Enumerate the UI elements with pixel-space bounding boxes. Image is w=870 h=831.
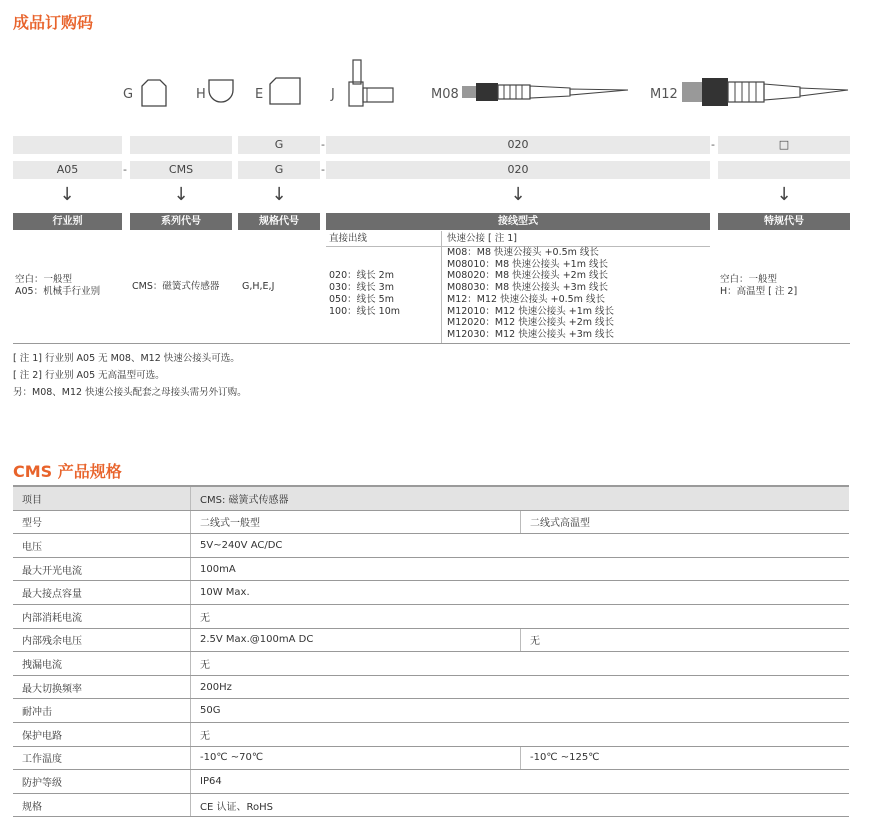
table-row: [13, 628, 849, 652]
section-title-order-code: 成品订购码: [13, 13, 94, 32]
header-wiring: 接线型式: [326, 213, 710, 230]
table-row: [13, 722, 849, 746]
spec-table: [13, 485, 849, 817]
spec-item-label: 电压: [13, 534, 191, 558]
header-series: 系列代号: [130, 213, 232, 230]
spec-item-value: 100mA: [191, 557, 850, 581]
code-row2-spec: G: [238, 161, 320, 179]
spec-item-label: 规格: [13, 793, 191, 817]
h-connector-icon: [206, 74, 236, 108]
spec-item-label: 最大切换频率: [13, 675, 191, 699]
quick-label: 快速公接 [ 注 1]: [447, 233, 518, 244]
note-2: [ 注 2] 行业别 A05 无高温型可选。: [13, 370, 165, 381]
table-row: [13, 746, 849, 770]
order-table-bottom-rule: [13, 343, 850, 344]
e-connector-icon: [268, 76, 302, 106]
m12-cable-icon: [680, 74, 852, 110]
code-row2-dash2: -: [321, 163, 325, 176]
table-row: [13, 557, 849, 581]
direct-label: 直接出线: [329, 233, 368, 244]
m08-cable-icon: [460, 78, 632, 106]
icon-letter-e: E: [255, 87, 264, 102]
spec-item-value: -10℃ ~70℃: [191, 746, 521, 770]
spec-item-value: 2.5V Max.@100mA DC: [191, 628, 521, 652]
code-row1-wiring: 020: [326, 136, 710, 154]
spec-item-value: CMS: 磁簧式传感器: [191, 486, 850, 510]
g-connector-icon: [140, 76, 168, 108]
spec-item-label: 内部消耗电流: [13, 604, 191, 628]
spec-item-value: 200Hz: [191, 675, 850, 699]
spec-item-value: 无: [191, 652, 850, 676]
icon-letter-h: H: [196, 87, 206, 102]
spec-item-label: 耐冲击: [13, 699, 191, 723]
series-desc: CMS：磁簧式传感器: [132, 281, 220, 292]
down-arrow-icon: ↓: [173, 184, 189, 205]
spec-item-value: 5V~240V AC/DC: [191, 534, 850, 558]
note-3: 另：M08、M12 快速公接头配套之母接头需另外订购。: [13, 387, 247, 398]
spec-item-label: 工作温度: [13, 746, 191, 770]
spec-code-list: G,H,E,J: [242, 281, 275, 292]
code-row1-series: [130, 136, 232, 154]
spec-item-label: 内部残余电压: [13, 628, 191, 652]
table-row: [13, 534, 849, 558]
spec-item-value: CE 认证、RoHS: [191, 793, 850, 817]
spec-item-label: 防护等级: [13, 770, 191, 794]
code-row2-series: CMS: [130, 161, 232, 179]
divider: [441, 231, 442, 343]
code-row2-special: [718, 161, 850, 179]
spec-item-value: 无: [191, 722, 850, 746]
table-row: [13, 604, 849, 628]
code-row1-dash2: -: [711, 138, 715, 151]
spec-item-value: 10W Max.: [191, 581, 850, 605]
icon-letter-m12: M12: [650, 87, 678, 102]
note-1: [ 注 1] 行业别 A05 无 M08、M12 快速公接头可选。: [13, 353, 240, 364]
spec-item-label: 最大接点容量: [13, 581, 191, 605]
spec-item-value: 无: [191, 604, 850, 628]
spec-item-label: 拽漏电流: [13, 652, 191, 676]
code-row1-spec: G: [238, 136, 320, 154]
table-row: [13, 675, 849, 699]
header-special: 特规代号: [718, 213, 850, 230]
section-title-cms-spec: CMS 产品规格: [13, 462, 122, 481]
down-arrow-icon: ↓: [776, 184, 792, 205]
down-arrow-icon: ↓: [59, 184, 75, 205]
special-list: 空白：一般型 H：高温型 [ 注 2]: [720, 274, 798, 297]
down-arrow-icon: ↓: [510, 184, 526, 205]
table-row: [13, 510, 849, 534]
table-row: [13, 770, 849, 794]
spec-item-value: 二线式一般型: [191, 510, 521, 534]
table-row: [13, 652, 849, 676]
icon-letter-m08: M08: [431, 87, 459, 102]
spec-item-value-alt: 无: [521, 628, 850, 652]
down-arrow-icon: ↓: [271, 184, 287, 205]
code-row2-wiring: 020: [326, 161, 710, 179]
spec-item-label: 项目: [13, 486, 191, 510]
industry-list: 空白：一般型 A05：机械手行业别: [15, 274, 101, 297]
spec-item-value: 50G: [191, 699, 850, 723]
spec-item-value: IP64: [191, 770, 850, 794]
spec-item-value-alt: 二线式高温型: [521, 510, 850, 534]
table-row: [13, 581, 849, 605]
table-row: [13, 699, 849, 723]
code-row2-industry: A05: [13, 161, 122, 179]
header-industry: 行业别: [13, 213, 122, 230]
code-row1-special: □: [718, 136, 850, 154]
spec-item-label: 型号: [13, 510, 191, 534]
spec-item-label: 保护电路: [13, 722, 191, 746]
table-row: [13, 793, 849, 817]
direct-items: 020：线长 2m 030：线长 3m 050：线长 5m 100：线长 10m: [329, 270, 400, 317]
spec-table-header-row: [13, 486, 849, 510]
icon-letter-g: G: [123, 87, 134, 102]
code-row2-dash: -: [123, 163, 127, 176]
code-row1-dash: -: [321, 138, 325, 151]
quick-items: M08：M8 快速公接头 +0.5m 线长 M08010：M8 快速公接头 +1m 线长 M08020：M8 快速公接头 +2m 线长 M08030：M8 快速公接头 +3m 线长 M12：M12 快速公接头 +0.5m 线长 M12010：M12 快速公接头 +1m 线长 M12020：M12 快速公接头 +2m 线长 M12030：M12 快速公接头 +3m 线长: [447, 247, 615, 340]
spec-item-value-alt: -10℃ ~125℃: [521, 746, 850, 770]
spec-item-label: 最大开光电流: [13, 557, 191, 581]
j-connector-icon: [345, 58, 399, 110]
header-spec: 规格代号: [238, 213, 320, 230]
code-row1-industry: [13, 136, 122, 154]
icon-letter-j: J: [331, 87, 335, 102]
